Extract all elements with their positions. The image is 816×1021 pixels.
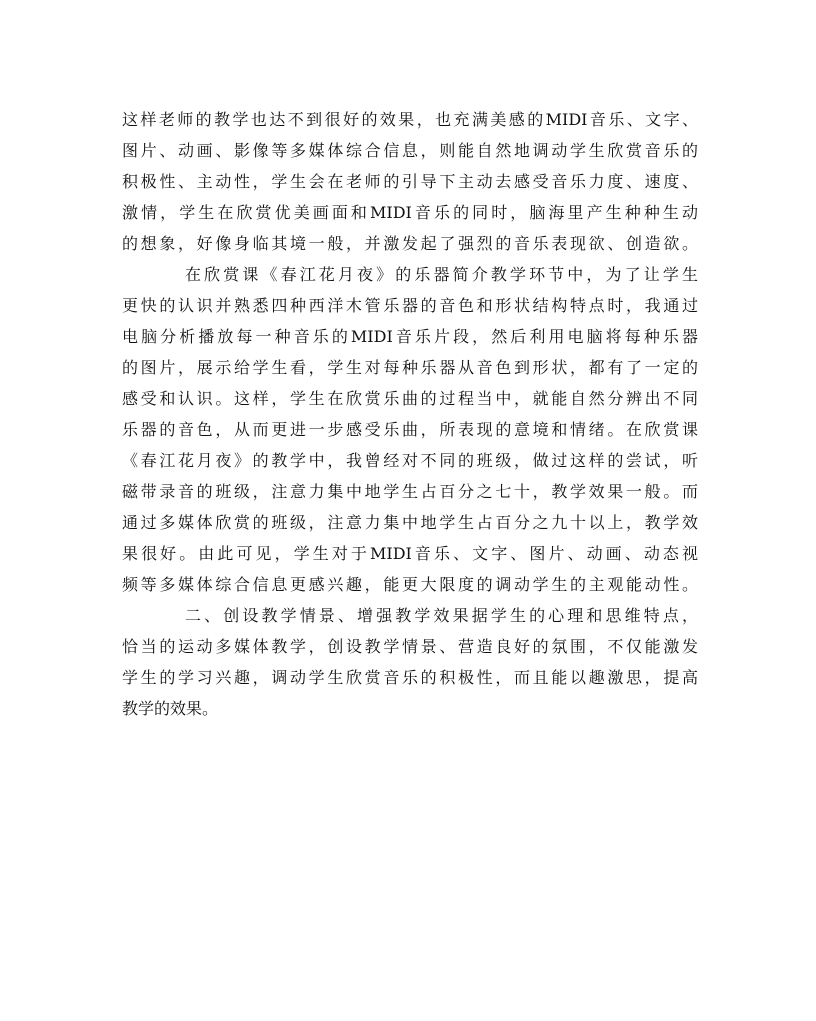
text-line: 果很好。由此可见，学生对于MIDI音乐、文字、图片、动画、动态视 [122,544,698,563]
text-line: 电脑分析播放每一种音乐的MIDI音乐片段，然后利用电脑将每种乐器 [122,327,698,346]
text-line: 二、创设教学情景、增强教学效果据学生的心理和思维特点， [185,606,698,625]
text-line: 的图片，展示给学生看，学生对每种乐器从音色到形状，都有了一定的 [122,358,698,377]
text-line: 通过多媒体欣赏的班级，注意力集中地学生占百分之九十以上，教学效 [122,513,698,532]
text-line: 恰当的运动多媒体教学，创设教学情景、营造良好的氛围，不仅能激发 [122,637,698,656]
text-line: 教学的效果。 [122,699,219,718]
text-line: 频等多媒体综合信息更感兴趣，能更大限度的调动学生的主观能动性。 [122,575,698,594]
text-line: 感受和认识。这样，学生在欣赏乐曲的过程当中，就能自然分辨出不同 [122,389,698,408]
text-line: 激情，学生在欣赏优美画面和MIDI音乐的同时，脑海里产生种种生动 [122,203,698,222]
text-line: 学生的学习兴趣，调动学生欣赏音乐的积极性，而且能以趣激思，提高 [122,668,698,687]
text-line: 更快的认识并熟悉四种西洋木管乐器的音色和形状结构特点时，我通过 [122,296,698,315]
text-line: 这样老师的教学也达不到很好的效果，也充满美感的MIDI音乐、文字、 [122,110,698,129]
text-line: 图片、动画、影像等多媒体综合信息，则能自然地调动学生欣赏音乐的 [122,141,698,160]
text-line: 积极性、主动性，学生会在老师的引导下主动去感受音乐力度、速度、 [122,172,698,191]
paragraph-2 [122,259,698,600]
document-body [122,104,698,724]
text-line: 乐器的音色，从而更进一步感受乐曲，所表现的意境和情绪。在欣赏课 [122,420,698,439]
text-line: 磁带录音的班级，注意力集中地学生占百分之七十，教学效果一般。而 [122,482,698,501]
text-line: 的想象，好像身临其境一般，并激发起了强烈的音乐表现欲、创造欲。 [122,234,698,253]
paragraph-1 [122,104,698,259]
text-line: 在欣赏课《春江花月夜》的乐器简介教学环节中，为了让学生 [185,265,698,284]
paragraph-3 [122,600,698,724]
text-line: 《春江花月夜》的教学中，我曾经对不同的班级，做过这样的尝试，听 [122,451,698,470]
